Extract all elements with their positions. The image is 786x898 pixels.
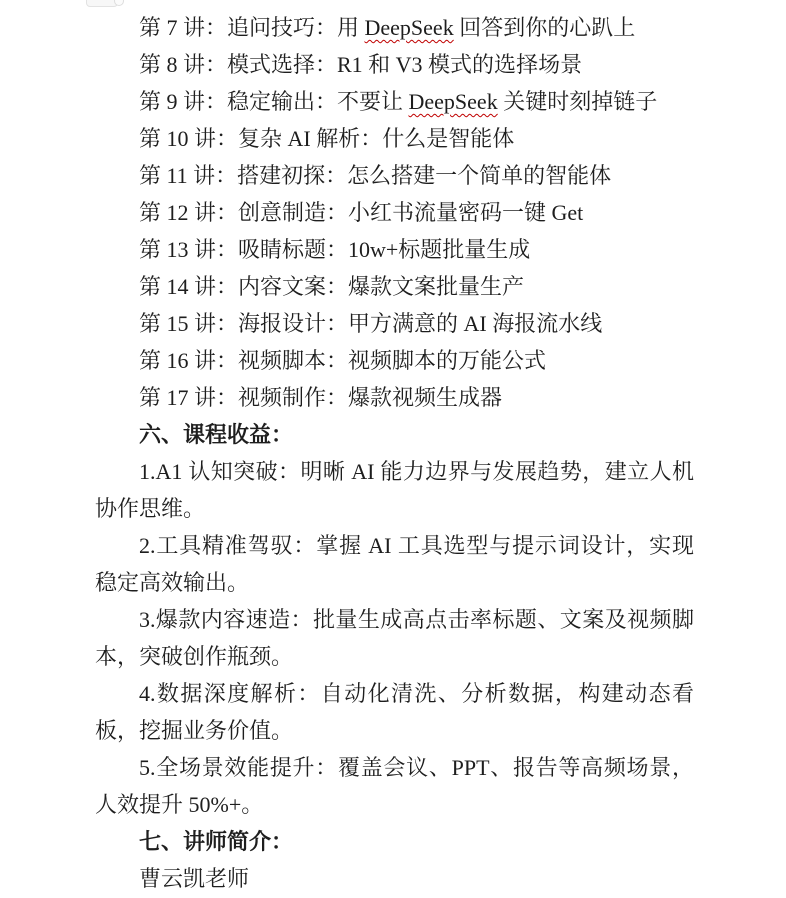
text-run: 第 15 讲：海报设计：甲方满意的 AI 海报流水线 xyxy=(139,311,603,336)
text-run: 第 7 讲：追问技巧：用 xyxy=(139,15,365,40)
lecture-15 xyxy=(95,305,694,342)
text-run: 第 9 讲：稳定输出：不要让 xyxy=(139,89,409,114)
benefit-1 xyxy=(95,453,694,527)
text-run: 第 10 讲：复杂 AI 解析：什么是智能体 xyxy=(139,126,515,151)
benefit-4 xyxy=(95,675,694,749)
lecture-16 xyxy=(95,342,694,379)
section-7-heading xyxy=(95,823,694,860)
lecture-11 xyxy=(95,157,694,194)
text-run: 1.A1 认知突破：明晰 AI 能力边界与发展趋势，建立人机协作思维。 xyxy=(95,459,694,521)
lecture-07 xyxy=(95,9,694,46)
instructor-name xyxy=(95,860,694,897)
lecture-12 xyxy=(95,194,694,231)
text-run: 第 11 讲：搭建初探：怎么搭建一个简单的智能体 xyxy=(139,163,612,188)
benefit-2 xyxy=(95,527,694,601)
text-run: 3.爆款内容速造：批量生成高点击率标题、文案及视频脚本，突破创作瓶颈。 xyxy=(95,607,694,669)
text-run: 关键时刻掉链子 xyxy=(497,89,658,114)
text-run: 4.数据深度解析：自动化清洗、分析数据，构建动态看板，挖掘业务价值。 xyxy=(95,681,694,743)
text-run: 第 12 讲：创意制造：小红书流量密码一键 Get xyxy=(139,200,584,225)
section-6-heading xyxy=(95,416,694,453)
benefit-5 xyxy=(95,749,694,823)
text-run: 六、课程收益： xyxy=(139,422,294,447)
misspelled-word: DeepSeek xyxy=(408,89,498,114)
misspelled-word: DeepSeek xyxy=(364,15,454,40)
lecture-09 xyxy=(95,83,694,120)
text-run: 第 8 讲：模式选择：R1 和 V3 模式的选择场景 xyxy=(139,52,583,77)
lecture-08 xyxy=(95,46,694,83)
text-run: 第 16 讲：视频脚本：视频脚本的万能公式 xyxy=(139,348,547,373)
text-run: 第 17 讲：视频制作：爆款视频生成器 xyxy=(139,385,503,410)
text-run: 2.工具精准驾驭：掌握 AI 工具选型与提示词设计，实现稳定高效输出。 xyxy=(95,533,694,595)
benefit-3 xyxy=(95,601,694,675)
lecture-13 xyxy=(95,231,694,268)
text-run: 曹云凯老师 xyxy=(139,866,250,891)
text-run: 第 14 讲：内容文案：爆款文案批量生产 xyxy=(139,274,525,299)
lecture-14 xyxy=(95,268,694,305)
text-run: 七、讲师简介： xyxy=(139,829,294,854)
text-run: 回答到你的心趴上 xyxy=(453,15,636,40)
text-run: 5.全场景效能提升：覆盖会议、PPT、报告等高频场景，人效提升 50%+。 xyxy=(95,755,694,817)
lecture-10 xyxy=(95,120,694,157)
lecture-17 xyxy=(95,379,694,416)
text-run: 第 13 讲：吸睛标题：10w+标题批量生成 xyxy=(139,237,531,262)
